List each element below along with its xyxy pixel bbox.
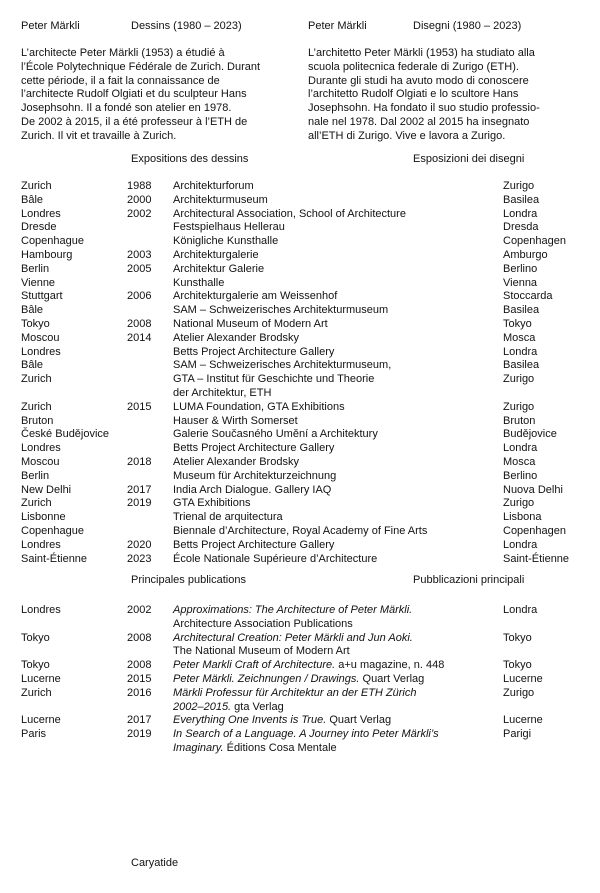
year-cell: 2018	[127, 455, 152, 468]
city-it-cell: Bruton	[503, 414, 536, 427]
city-it-cell: Stoccarda	[503, 290, 553, 303]
city-fr-cell: Hambourg	[21, 248, 73, 261]
venue-cell	[173, 604, 503, 632]
publications-row	[21, 687, 600, 715]
city-fr-cell: Bâle	[21, 359, 44, 372]
city-it-cell: Zurigo	[503, 686, 535, 699]
publications-row	[21, 632, 600, 660]
publication-publisher-segment: gta Verlag	[231, 700, 284, 713]
exhibitions-row	[21, 456, 600, 470]
text-line: l’École Polytechnique Fédérale de Zurich. Durant	[21, 60, 261, 73]
city-it-cell: Tokyo	[503, 631, 532, 644]
city-it-cell: Tokyo	[503, 659, 532, 672]
venue-cell	[173, 484, 503, 498]
city-fr-cell: Saint-Étienne	[21, 552, 88, 565]
exhibitions-row	[21, 415, 600, 429]
exhibitions-row	[21, 290, 600, 304]
exhibitions-row	[21, 442, 600, 456]
venue-cell	[173, 511, 503, 525]
text-line: l’architetto Rudolf Olgiati e lo scultore Hans	[308, 88, 519, 101]
city-it-cell: Copenhagen	[503, 524, 567, 537]
text-line: l’architecte Rudolf Olgiati et du sculpteur Hans	[21, 88, 247, 101]
publication-title-segment: Everything One Invents is True.	[173, 714, 327, 727]
publication-title-segment: Peter Markli Craft of Architecture.	[173, 659, 336, 672]
publications-row	[21, 659, 600, 673]
venue-line: Architectural Association, School of Architecture	[173, 207, 406, 220]
document-title-fr: Dessins (1980 – 2023)	[131, 20, 242, 32]
venue-line: SAM – Schweizerisches Architekturmuseum	[173, 304, 389, 317]
exhibitions-row	[21, 373, 600, 401]
venue-line: Architekturgalerie am Weissenhof	[173, 290, 338, 303]
venue-line: SAM – Schweizerisches Architekturmuseum,	[173, 359, 392, 372]
exhibitions-row	[21, 235, 600, 249]
venue-cell	[173, 632, 503, 660]
exhibitions-row	[21, 539, 600, 553]
city-it-cell: Londra	[503, 604, 538, 616]
venue-line	[173, 673, 503, 687]
city-it-cell: Londra	[503, 538, 538, 551]
city-fr-cell: Berlin	[21, 469, 50, 482]
exhibitions-row	[21, 180, 600, 194]
venue-cell	[173, 332, 503, 346]
year-cell: 2000	[127, 193, 152, 206]
venue-line: Architekturforum	[173, 180, 254, 192]
venue-line	[173, 714, 503, 728]
city-it-cell: Zurigo	[503, 373, 535, 386]
venue-line: Hauser & Wirth Somerset	[173, 414, 298, 427]
city-it-cell: Londra	[503, 345, 538, 358]
city-fr-cell: Londres	[21, 604, 61, 616]
city-fr-cell: Zurich	[21, 686, 52, 699]
exhibitions-row	[21, 428, 600, 442]
city-it-cell: Mosca	[503, 331, 536, 344]
city-fr-cell: České Budějovice	[21, 428, 110, 441]
year-cell: 2016	[127, 686, 152, 699]
text-line: nale nel 1978. Dal 2002 al 2015 ha insegnato	[308, 115, 530, 128]
city-fr-cell: Paris	[21, 728, 47, 741]
exhibitions-row	[21, 484, 600, 498]
year-cell: 2015	[127, 400, 152, 413]
text-line: De 2002 à 2015, il a été professeur à l’ETH de	[21, 115, 248, 128]
city-it-cell: Amburgo	[503, 248, 548, 261]
venue-line	[173, 618, 503, 632]
text-line: Josephsohn. Il a fondé son atelier en 1978.	[21, 102, 232, 115]
venue-line: Trienal de arquitectura	[173, 511, 283, 524]
city-it-cell: Budějovice	[503, 428, 557, 441]
exhibitions-row	[21, 359, 600, 373]
city-fr-cell: New Delhi	[21, 483, 72, 496]
year-cell: 2019	[127, 497, 152, 510]
author-name-fr: Peter Märkli	[21, 20, 80, 32]
city-it-cell: Tokyo	[503, 317, 532, 330]
exhibitions-row	[21, 277, 600, 291]
venue-cell	[173, 235, 503, 249]
venue-cell	[173, 304, 503, 318]
city-fr-cell: Berlin	[21, 262, 50, 275]
exhibitions-row	[21, 208, 600, 222]
author-name-it: Peter Märkli	[308, 20, 367, 32]
venue-line: Atelier Alexander Brodsky	[173, 455, 299, 468]
exhibitions-table	[0, 180, 600, 566]
city-fr-cell: Zurich	[21, 373, 52, 386]
publication-title-segment: Märkli Professur für Architektur an der ETH Zürich	[173, 686, 417, 699]
year-cell: 1988	[127, 180, 152, 192]
year-cell: 2014	[127, 331, 152, 344]
publication-publisher-segment: Éditions Cosa Mentale	[223, 741, 337, 754]
exhibitions-row	[21, 332, 600, 346]
venue-line: GTA Exhibitions	[173, 497, 251, 510]
text-line: cette période, il a fait la connaissance de	[21, 74, 220, 87]
venue-line: École Nationale Supérieure d’Architecture	[173, 552, 378, 565]
city-fr-cell: Tokyo	[21, 659, 50, 672]
publication-publisher-segment: a+u magazine, n. 448	[335, 659, 445, 672]
city-it-cell: Basilea	[503, 193, 540, 206]
venue-cell	[173, 373, 503, 401]
publication-title-segment: Peter Märkli. Zeichnungen / Drawings.	[173, 672, 360, 685]
city-it-cell: Nuova Delhi	[503, 483, 563, 496]
venue-line: LUMA Foundation, GTA Exhibitions	[173, 400, 345, 413]
venue-cell	[173, 525, 503, 539]
venue-line: Architekturmuseum	[173, 193, 268, 206]
publications-row	[21, 714, 600, 728]
venue-cell	[173, 687, 503, 715]
venue-cell	[173, 428, 503, 442]
year-cell: 2023	[127, 552, 152, 565]
year-cell: 2002	[127, 604, 152, 616]
publications-section-title-it: Pubblicazioni principali	[413, 574, 525, 586]
publications-row	[21, 728, 600, 756]
intro-paragraph-fr	[21, 47, 260, 144]
text-line: Durante gli studi ha avuto modo di conoscere	[308, 74, 529, 87]
publications-section-title-fr: Principales publications	[131, 574, 246, 586]
city-it-cell: Lucerne	[503, 672, 543, 685]
venue-cell	[173, 728, 503, 756]
year-cell: 2003	[127, 248, 152, 261]
intro-paragraph-it	[308, 47, 540, 144]
city-it-cell: Zurigo	[503, 400, 535, 413]
city-fr-cell: Londres	[21, 538, 61, 551]
venue-line	[173, 742, 503, 756]
text-line: L’architetto Peter Märkli (1953) ha studiato alla	[308, 47, 535, 59]
city-fr-cell: Vienne	[21, 276, 56, 289]
text-line: scuola politecnica federale di Zurigo (ETH).	[308, 60, 519, 73]
venue-line	[173, 645, 503, 659]
year-cell: 2005	[127, 262, 152, 275]
venue-cell	[173, 249, 503, 263]
venue-line: Betts Project Architecture Gallery	[173, 442, 335, 455]
exhibitions-row	[21, 525, 600, 539]
venue-cell	[173, 442, 503, 456]
publication-title-segment: Approximations: The Architecture of Peter Märkli.	[173, 604, 413, 616]
venue-cell	[173, 553, 503, 567]
publication-title-segment: Architectural Creation: Peter Märkli and Jun Aoki.	[173, 631, 413, 644]
exhibitions-row	[21, 470, 600, 484]
publications-row	[21, 604, 600, 632]
venue-line: GTA – Institut für Geschichte und Theorie	[173, 373, 375, 386]
year-cell: 2017	[127, 483, 152, 496]
city-fr-cell: Zurich	[21, 497, 52, 510]
year-cell: 2008	[127, 659, 152, 672]
city-fr-cell: Zurich	[21, 180, 52, 192]
year-cell: 2008	[127, 317, 152, 330]
venue-line: Betts Project Architecture Gallery	[173, 345, 335, 358]
city-it-cell: Copenhagen	[503, 235, 567, 248]
venue-line	[173, 632, 503, 646]
venue-line: Biennale d’Architecture, Royal Academy of Fine Arts	[173, 524, 428, 537]
city-fr-cell: Bâle	[21, 304, 44, 317]
city-fr-cell: Copenhague	[21, 235, 85, 248]
text-line: Zurich. Il vit et travaille à Zurich.	[21, 129, 177, 142]
year-cell: 2017	[127, 714, 152, 727]
city-fr-cell: Copenhague	[21, 524, 85, 537]
venue-cell	[173, 208, 503, 222]
venue-line	[173, 701, 503, 715]
venue-cell	[173, 277, 503, 291]
publication-publisher-segment: Quart Verlag	[359, 672, 425, 685]
city-fr-cell: Londres	[21, 207, 61, 220]
city-it-cell: Zurigo	[503, 497, 535, 510]
city-it-cell: Londra	[503, 442, 538, 455]
year-cell: 2006	[127, 290, 152, 303]
venue-line: Betts Project Architecture Gallery	[173, 538, 335, 551]
city-it-cell: Berlino	[503, 262, 538, 275]
exhibitions-row	[21, 497, 600, 511]
venue-cell	[173, 673, 503, 687]
city-fr-cell: Lucerne	[21, 672, 61, 685]
city-it-cell: Saint-Étienne	[503, 552, 570, 565]
venue-cell	[173, 318, 503, 332]
venue-cell	[173, 194, 503, 208]
venue-cell	[173, 497, 503, 511]
city-it-cell: Parigi	[503, 728, 532, 741]
city-it-cell: Vienna	[503, 276, 538, 289]
city-it-cell: Londra	[503, 207, 538, 220]
city-fr-cell: Lisbonne	[21, 511, 66, 524]
city-it-cell: Basilea	[503, 359, 540, 372]
exhibitions-row	[21, 511, 600, 525]
publication-publisher-segment: Quart Verlag	[326, 714, 392, 727]
city-it-cell: Zurigo	[503, 180, 535, 192]
city-fr-cell: Londres	[21, 442, 61, 455]
publication-title-segment: 2002–2015.	[173, 700, 232, 713]
exhibitions-row	[21, 221, 600, 235]
exhibitions-row	[21, 194, 600, 208]
city-it-cell: Berlino	[503, 469, 538, 482]
venue-cell	[173, 539, 503, 553]
publication-publisher-segment: The National Museum of Modern Art	[173, 645, 350, 658]
text-line: all’ETH di Zurigo. Vive e lavora a Zurigo.	[308, 129, 506, 142]
venue-line	[173, 604, 503, 618]
year-cell: 2020	[127, 538, 152, 551]
city-fr-cell: Bruton	[21, 414, 54, 427]
venue-line: Architekturgalerie	[173, 248, 259, 261]
venue-cell	[173, 359, 503, 373]
city-fr-cell: Moscou	[21, 331, 60, 344]
venue-cell	[173, 401, 503, 415]
publication-title-segment: In Search of a Language. A Journey into Peter Märkli’s	[173, 728, 439, 741]
venue-cell	[173, 263, 503, 277]
venue-line: National Museum of Modern Art	[173, 317, 328, 330]
venue-cell	[173, 180, 503, 194]
venue-line: Galerie Současného Umění a Architektury	[173, 428, 378, 441]
city-fr-cell: Zurich	[21, 400, 52, 413]
city-fr-cell: Tokyo	[21, 631, 50, 644]
document-title-it: Disegni (1980 – 2023)	[413, 20, 522, 32]
text-line: L’architecte Peter Märkli (1953) a étudié à	[21, 47, 225, 59]
venue-cell	[173, 456, 503, 470]
exhibitions-row	[21, 263, 600, 277]
city-it-cell: Basilea	[503, 304, 540, 317]
venue-line	[173, 728, 503, 742]
exhibitions-row	[21, 401, 600, 415]
city-fr-cell: Londres	[21, 345, 61, 358]
venue-line	[173, 687, 503, 701]
city-it-cell: Lucerne	[503, 714, 543, 727]
exhibitions-section-title-fr: Expositions des dessins	[131, 153, 249, 165]
publications-table	[0, 604, 600, 756]
city-it-cell: Mosca	[503, 455, 536, 468]
exhibitions-row	[21, 304, 600, 318]
venue-line: Festspielhaus Hellerau	[173, 221, 285, 234]
exhibitions-row	[21, 249, 600, 263]
venue-cell	[173, 415, 503, 429]
venue-line	[173, 659, 503, 673]
venue-cell	[173, 470, 503, 484]
venue-line: der Architektur, ETH	[173, 386, 272, 399]
city-fr-cell: Moscou	[21, 455, 60, 468]
publications-row	[21, 673, 600, 687]
year-cell: 2015	[127, 672, 152, 685]
venue-cell	[173, 659, 503, 673]
venue-cell	[173, 346, 503, 360]
venue-line: Königliche Kunsthalle	[173, 235, 279, 248]
exhibitions-row	[21, 553, 600, 567]
venue-line: Kunsthalle	[173, 276, 225, 289]
footer-imprint: Caryatide	[131, 857, 179, 869]
venue-cell	[173, 290, 503, 304]
city-fr-cell: Tokyo	[21, 317, 50, 330]
venue-cell	[173, 714, 503, 728]
venue-line: India Arch Dialogue. Gallery IAQ	[173, 483, 332, 496]
city-it-cell: Lisbona	[503, 511, 542, 524]
city-it-cell: Dresda	[503, 221, 539, 234]
publication-title-segment: Imaginary.	[173, 741, 224, 754]
venue-cell	[173, 221, 503, 235]
city-fr-cell: Bâle	[21, 193, 44, 206]
venue-line: Architektur Galerie	[173, 262, 265, 275]
text-line: Josephsohn. Ha fondato il suo studio professio-	[308, 102, 540, 115]
city-fr-cell: Lucerne	[21, 714, 61, 727]
exhibitions-row	[21, 346, 600, 360]
venue-line: Museum für Architekturzeichnung	[173, 469, 337, 482]
year-cell: 2019	[127, 728, 152, 741]
publication-publisher-segment: Architecture Association Publications	[173, 617, 353, 630]
year-cell: 2008	[127, 631, 152, 644]
exhibitions-row	[21, 318, 600, 332]
city-fr-cell: Dresde	[21, 221, 57, 234]
year-cell: 2002	[127, 207, 152, 220]
city-fr-cell: Stuttgart	[21, 290, 63, 303]
venue-line: Atelier Alexander Brodsky	[173, 331, 299, 344]
exhibitions-section-title-it: Esposizioni dei disegni	[413, 153, 525, 165]
